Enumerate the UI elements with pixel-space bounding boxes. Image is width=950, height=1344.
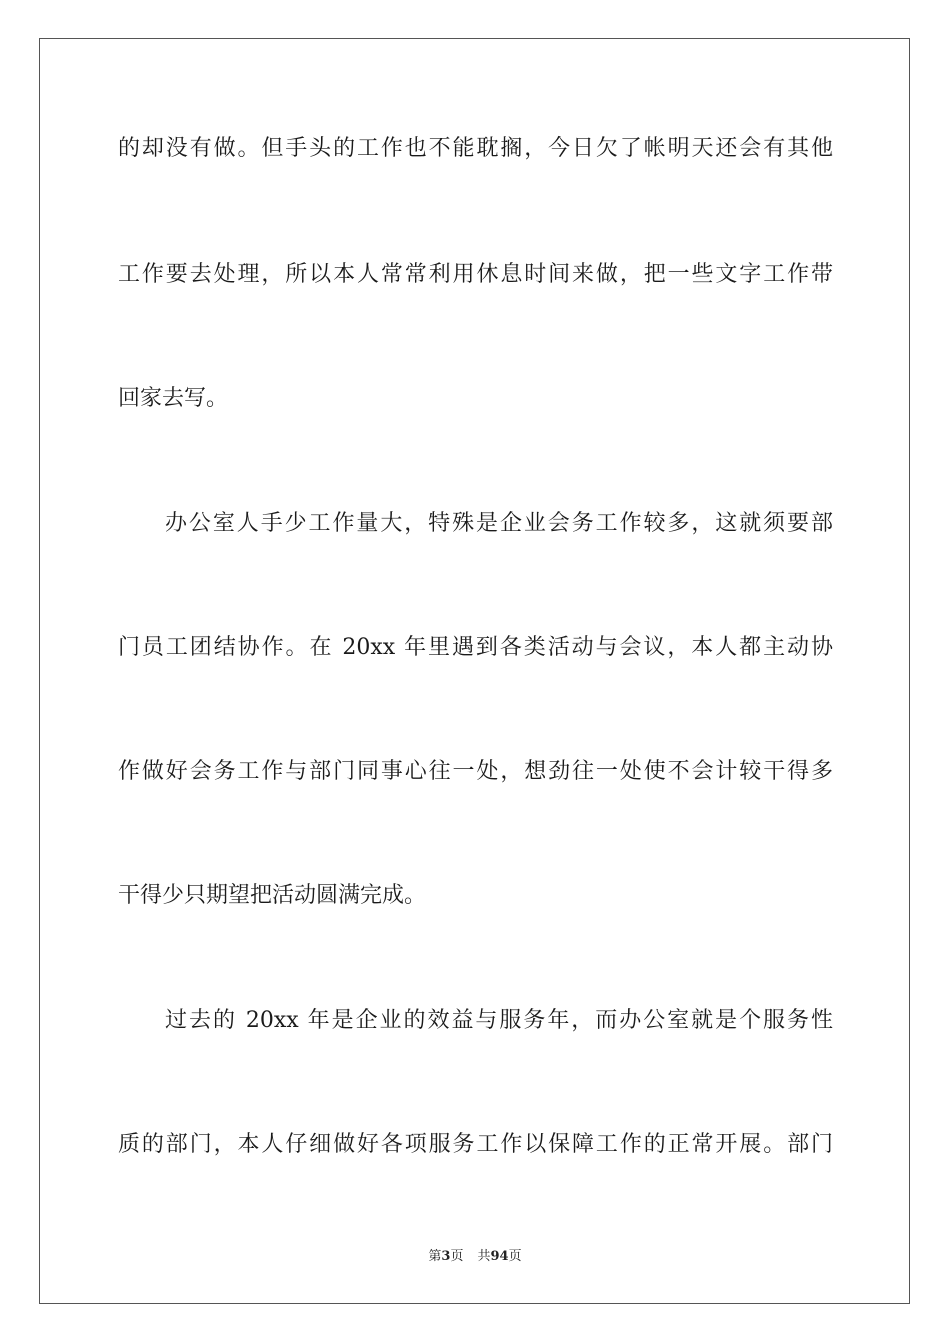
page-prefix: 第 <box>428 1249 442 1264</box>
page-footer <box>0 1248 950 1266</box>
page-suffix: 页 <box>450 1249 464 1264</box>
text-line-9: 质的部门，本人仔细做好各项服务工作以保障工作的正常开展。部门 <box>118 1132 833 1157</box>
page-total: 94 <box>490 1249 509 1264</box>
page-frame <box>39 38 910 1304</box>
text-line-6: 作做好会务工作与部门同事心往一处，想劲往一处使不会计较干得多 <box>118 759 833 784</box>
total-prefix: 共 <box>477 1249 491 1264</box>
text-line-1: 的却没有做。但手头的工作也不能耽搁，今日欠了帐明天还会有其他 <box>118 136 833 161</box>
page-current: 3 <box>441 1249 451 1264</box>
text-line-8: 过去的 20xx 年是企业的效益与服务年，而办公室就是个服务性 <box>165 1008 833 1033</box>
text-line-2: 工作要去处理，所以本人常常利用休息时间来做，把一些文字工作带 <box>118 262 833 287</box>
text-line-3: 回家去写。 <box>118 386 229 411</box>
total-suffix: 页 <box>508 1249 522 1264</box>
text-line-4: 办公室人手少工作量大，特殊是企业会务工作较多，这就须要部 <box>165 511 833 536</box>
text-line-7: 干得少只期望把活动圆满完成。 <box>118 883 427 908</box>
text-line-5: 门员工团结协作。在 20xx 年里遇到各类活动与会议，本人都主动协 <box>118 635 833 660</box>
